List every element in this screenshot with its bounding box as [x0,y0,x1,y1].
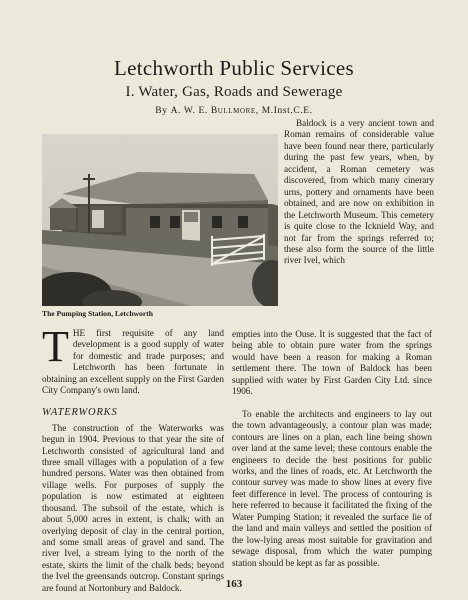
continuation-paragraph: empties into the Ouse. It is suggested that the fact of being able to obtain pure water from the springs would have been a reason for making a Roman settlement there. The town of Baldock has been supplied with water by First Garden City Ltd. since 1906. [232,329,432,397]
article-title: Letchworth Public Services [114,56,354,80]
baldock-paragraph: Baldock is a very ancient town and Roman remains of considerable value have been found near there, particularly during the past few years, when, by accident, a Roman cemetery was discovered, from which many cinerary urns, pottery and ornaments have been obtained, and are now on exhibition in the Letchworth Museum. This cemetery is quite close to the Icknield Way, and not far from the springs referred to; these also form the source of the little river Ivel, which [284,118,434,266]
right-lower-column [232,329,432,569]
waterworks-paragraph: The construction of the Waterworks was begun in 1904. Previous to that year the site of Letchworth consisted of agricultural land and three small villages with a population of a few hundred persons. Water was then obtained from village wells. For purposes of supply the population is now estimated at eighteen thousand. The subsoil of the estate, which is about 5,000 acres in extent, is chalk; with an overlying deposit of clay in the central portion, and some small areas of gravel and sand. The river Ivel, a stream lying to the north of the estate, skirts the limit of the chalk beds; beyond the Ivel the greensands outcrop. Constant springs are found at Nortonbury and Baldock. [42,422,224,593]
waterworks-heading: WATERWORKS [42,407,118,419]
intro-text: HE first requisite of any land development is a good supply of water for domestic and trade purposes; and Letchworth has been fortunate in obtaining an excellent supply on the First Garden City Company's own land. [42,328,224,396]
drop-cap: T [42,322,69,371]
left-column [42,322,224,594]
byline-by: By [155,106,168,116]
page-number: 163 [225,578,243,590]
right-column-text [284,118,434,267]
author-name: A. W. E. Bullmore, [170,106,259,116]
byline [0,106,468,116]
contour-paragraph: To enable the architects and engineers to lay out the town advantageously, a contour plan was made; contours are lines on a plan, each line being shown over land at the same level; these contours enable the engineers to decide the best positions for public works, and the lines of roads, etc. At Letchworth the contour survey was made to show lines at every five feet difference in level. The process of contouring is here referred to because it facilitated the fixing of the Water Pumping Station; it revealed the surface lie of the land and main valleys and settled the position of the low-lying areas most suitable for gravitation and sewage disposal, from which the water pumping station should be kept as far as possible. [232,408,432,568]
intro-paragraph [42,322,224,396]
pumping-station-image [42,134,278,306]
photo-caption: The Pumping Station, Letchworth [42,309,153,318]
pumping-station-photo [42,134,278,306]
author-credentials: M.Inst.C.E. [261,106,313,116]
article-subtitle: I. Water, Gas, Roads and Sewerage [125,84,343,100]
